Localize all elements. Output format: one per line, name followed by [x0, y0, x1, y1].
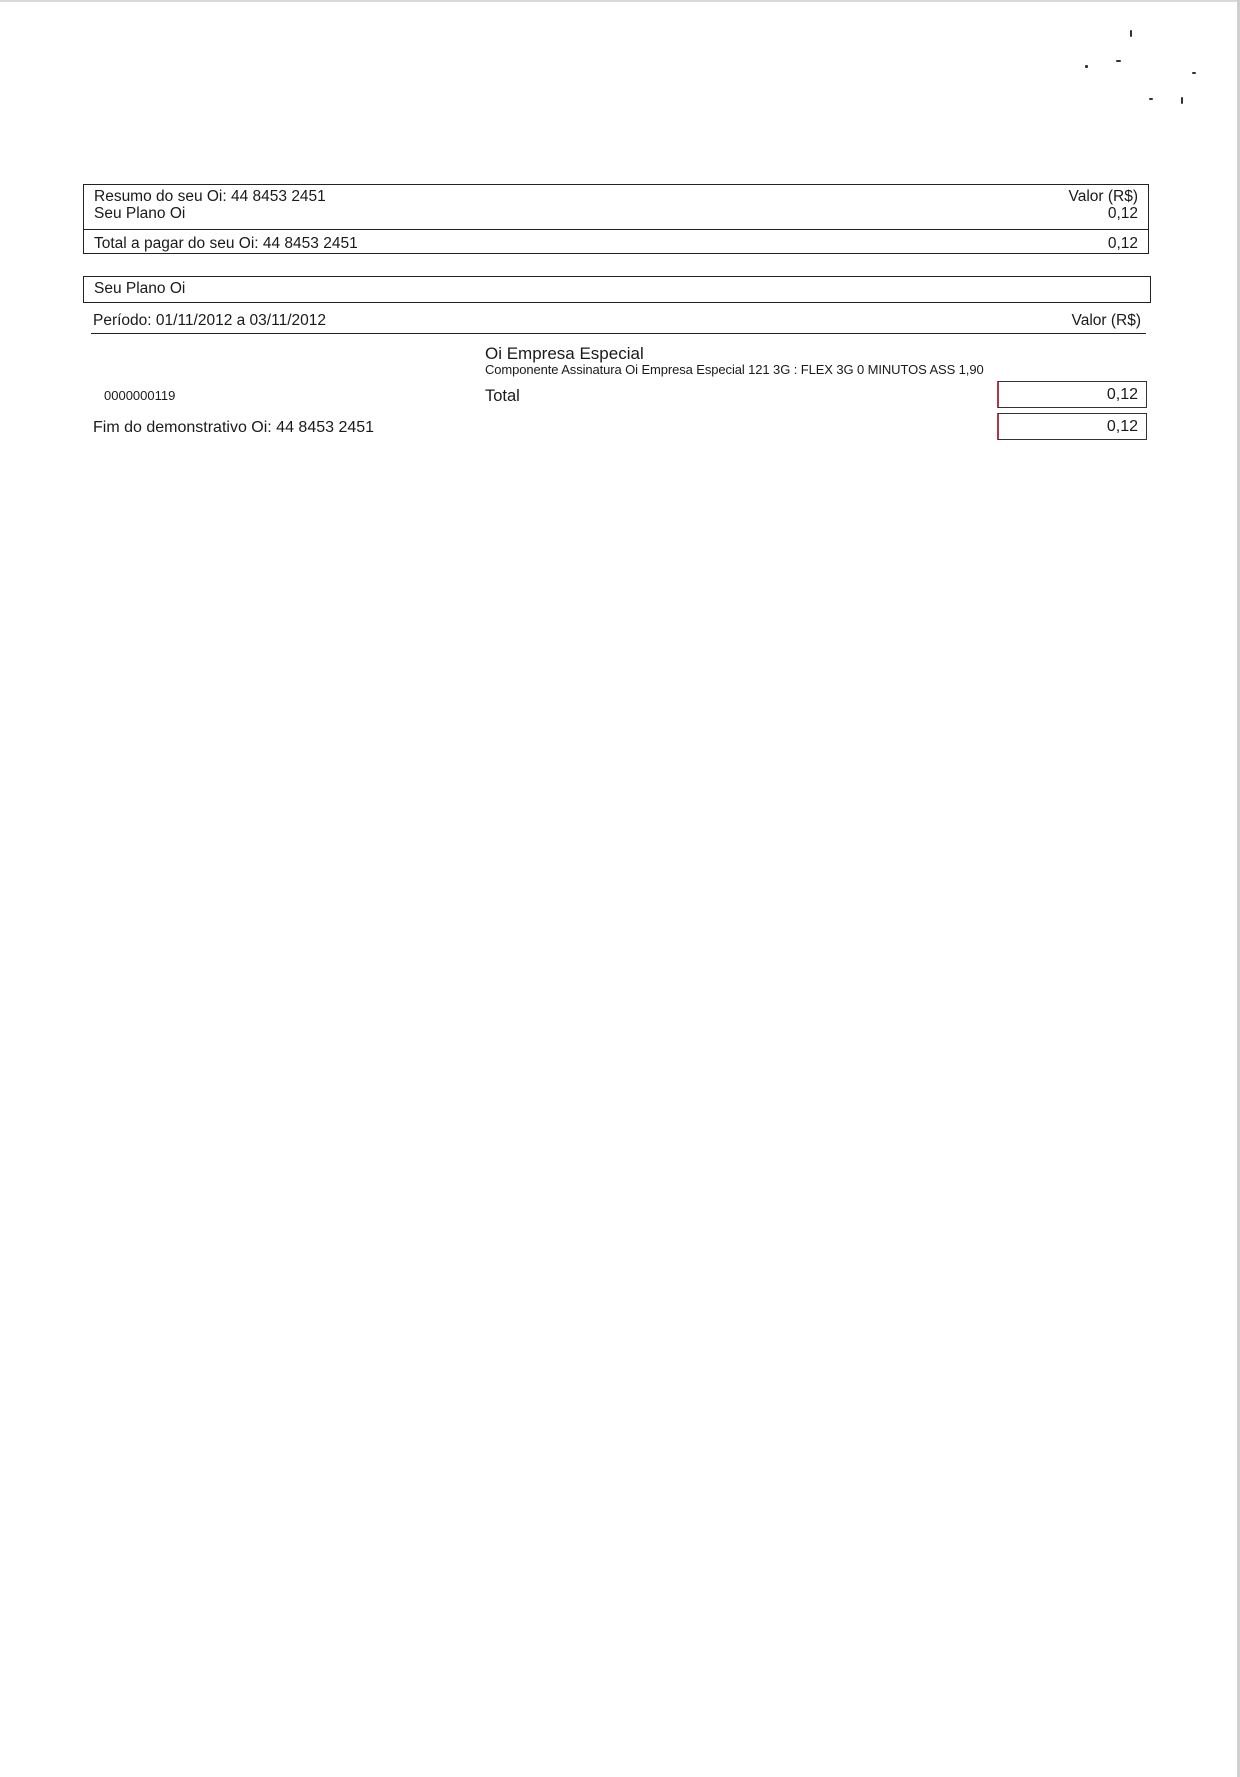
plan-component: Componente Assinatura Oi Empresa Especial 121 3G : FLEX 3G 0 MINUTOS ASS 1,90	[485, 362, 984, 377]
plan-name: Oi Empresa Especial	[485, 344, 644, 363]
period-divider	[91, 333, 1146, 334]
end-of-statement-value: 0,12	[997, 413, 1147, 440]
summary-box	[83, 184, 1149, 254]
summary-total-value: 0,12	[1107, 235, 1138, 252]
period-label: Período: 01/11/2012 a 03/11/2012	[93, 312, 326, 329]
summary-item-label: Seu Plano Oi	[94, 205, 186, 222]
detail-code: 0000000119	[104, 388, 176, 403]
summary-item-value: 0,12	[1107, 205, 1138, 222]
summary-divider	[84, 229, 1148, 230]
detail-total-label: Total	[485, 387, 520, 405]
detail-total-value: 0,12	[997, 381, 1147, 408]
section-title: Seu Plano Oi	[94, 280, 186, 297]
section-title-box	[83, 276, 1151, 303]
period-value-header: Valor (R$)	[1071, 312, 1141, 329]
summary-value-header: Valor (R$)	[1068, 188, 1138, 205]
page-edge-top	[0, 0, 1240, 2]
end-of-statement-label: Fim do demonstrativo Oi: 44 8453 2451	[93, 419, 375, 436]
summary-total-label: Total a pagar do seu Oi: 44 8453 2451	[94, 235, 358, 252]
summary-title: Resumo do seu Oi: 44 8453 2451	[94, 188, 326, 205]
